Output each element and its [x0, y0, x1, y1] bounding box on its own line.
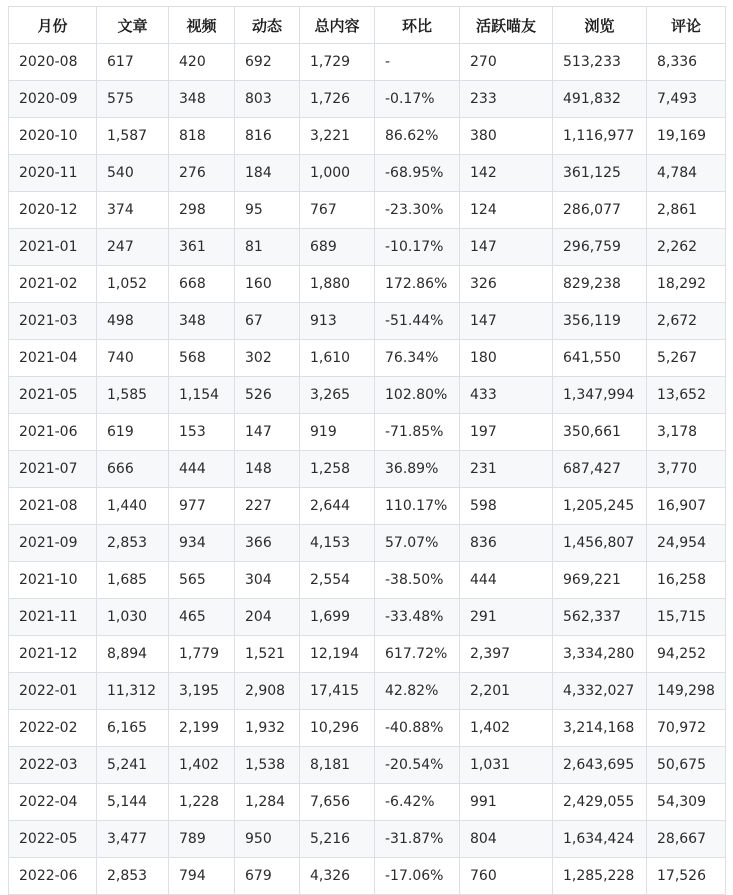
cell-videos: 818 [169, 118, 235, 155]
cell-total-content: 2,554 [300, 562, 375, 599]
cell-total-content: 5,216 [300, 821, 375, 858]
cell-month: 2021-05 [9, 377, 97, 414]
cell-month-over-month: 110.17% [375, 488, 460, 525]
cell-comments: 8,336 [647, 44, 726, 81]
cell-posts: 304 [235, 562, 300, 599]
cell-comments: 5,267 [647, 340, 726, 377]
cell-total-content: 8,181 [300, 747, 375, 784]
cell-articles: 1,685 [97, 562, 169, 599]
cell-total-content: 3,221 [300, 118, 375, 155]
cell-month: 2020-11 [9, 155, 97, 192]
cell-comments: 17,526 [647, 858, 726, 895]
cell-month-over-month: -31.87% [375, 821, 460, 858]
table-row [9, 784, 726, 821]
cell-month: 2022-02 [9, 710, 97, 747]
cell-posts: 1,284 [235, 784, 300, 821]
cell-total-content: 7,656 [300, 784, 375, 821]
cell-videos: 444 [169, 451, 235, 488]
cell-total-content: 1,699 [300, 599, 375, 636]
header-total-content: 总内容 [300, 7, 375, 44]
cell-comments: 16,258 [647, 562, 726, 599]
cell-month: 2021-11 [9, 599, 97, 636]
cell-posts: 950 [235, 821, 300, 858]
table-row [9, 229, 726, 266]
cell-month-over-month: - [375, 44, 460, 81]
cell-month: 2021-03 [9, 303, 97, 340]
cell-articles: 374 [97, 192, 169, 229]
cell-posts: 147 [235, 414, 300, 451]
cell-month-over-month: -71.85% [375, 414, 460, 451]
cell-posts: 302 [235, 340, 300, 377]
cell-articles: 1,440 [97, 488, 169, 525]
cell-comments: 149,298 [647, 673, 726, 710]
cell-videos: 668 [169, 266, 235, 303]
cell-videos: 2,199 [169, 710, 235, 747]
cell-month: 2022-05 [9, 821, 97, 858]
cell-month: 2022-04 [9, 784, 97, 821]
cell-month: 2021-07 [9, 451, 97, 488]
cell-videos: 3,195 [169, 673, 235, 710]
cell-videos: 977 [169, 488, 235, 525]
cell-active-users: 433 [460, 377, 553, 414]
cell-views: 356,119 [553, 303, 647, 340]
table-row [9, 414, 726, 451]
cell-comments: 3,178 [647, 414, 726, 451]
cell-month-over-month: -10.17% [375, 229, 460, 266]
header-posts: 动态 [235, 7, 300, 44]
cell-total-content: 1,726 [300, 81, 375, 118]
cell-active-users: 2,201 [460, 673, 553, 710]
cell-posts: 184 [235, 155, 300, 192]
header-articles: 文章 [97, 7, 169, 44]
cell-posts: 1,538 [235, 747, 300, 784]
cell-articles: 666 [97, 451, 169, 488]
table-row [9, 44, 726, 81]
table-row [9, 562, 726, 599]
cell-comments: 13,652 [647, 377, 726, 414]
cell-comments: 2,672 [647, 303, 726, 340]
cell-posts: 204 [235, 599, 300, 636]
cell-comments: 50,675 [647, 747, 726, 784]
cell-views: 1,456,807 [553, 525, 647, 562]
cell-articles: 617 [97, 44, 169, 81]
table-row [9, 710, 726, 747]
cell-views: 491,832 [553, 81, 647, 118]
cell-views: 641,550 [553, 340, 647, 377]
cell-articles: 6,165 [97, 710, 169, 747]
cell-total-content: 10,296 [300, 710, 375, 747]
cell-articles: 5,241 [97, 747, 169, 784]
cell-posts: 692 [235, 44, 300, 81]
cell-month-over-month: -38.50% [375, 562, 460, 599]
cell-total-content: 12,194 [300, 636, 375, 673]
header-month-over-month: 环比 [375, 7, 460, 44]
cell-month: 2020-10 [9, 118, 97, 155]
cell-active-users: 147 [460, 303, 553, 340]
cell-articles: 1,052 [97, 266, 169, 303]
cell-comments: 2,262 [647, 229, 726, 266]
cell-total-content: 17,415 [300, 673, 375, 710]
cell-active-users: 804 [460, 821, 553, 858]
cell-month-over-month: 76.34% [375, 340, 460, 377]
table-row [9, 821, 726, 858]
cell-month: 2022-03 [9, 747, 97, 784]
cell-comments: 19,169 [647, 118, 726, 155]
cell-active-users: 598 [460, 488, 553, 525]
cell-comments: 70,972 [647, 710, 726, 747]
cell-month-over-month: 36.89% [375, 451, 460, 488]
table-body [9, 44, 726, 895]
table-header [9, 7, 726, 44]
cell-views: 687,427 [553, 451, 647, 488]
cell-month-over-month: 57.07% [375, 525, 460, 562]
cell-videos: 465 [169, 599, 235, 636]
cell-month: 2021-04 [9, 340, 97, 377]
cell-posts: 2,908 [235, 673, 300, 710]
cell-month-over-month: -20.54% [375, 747, 460, 784]
cell-views: 361,125 [553, 155, 647, 192]
cell-articles: 3,477 [97, 821, 169, 858]
cell-posts: 67 [235, 303, 300, 340]
cell-month: 2022-06 [9, 858, 97, 895]
cell-posts: 1,932 [235, 710, 300, 747]
cell-posts: 95 [235, 192, 300, 229]
cell-month: 2021-02 [9, 266, 97, 303]
cell-views: 2,429,055 [553, 784, 647, 821]
table-row [9, 266, 726, 303]
cell-views: 513,233 [553, 44, 647, 81]
cell-month-over-month: -17.06% [375, 858, 460, 895]
cell-articles: 2,853 [97, 525, 169, 562]
table-row [9, 192, 726, 229]
cell-comments: 18,292 [647, 266, 726, 303]
cell-month: 2021-08 [9, 488, 97, 525]
cell-posts: 679 [235, 858, 300, 895]
table-row [9, 673, 726, 710]
cell-articles: 740 [97, 340, 169, 377]
cell-comments: 3,770 [647, 451, 726, 488]
cell-comments: 28,667 [647, 821, 726, 858]
cell-active-users: 270 [460, 44, 553, 81]
cell-videos: 568 [169, 340, 235, 377]
cell-articles: 619 [97, 414, 169, 451]
cell-total-content: 4,326 [300, 858, 375, 895]
table-row [9, 451, 726, 488]
cell-active-users: 1,031 [460, 747, 553, 784]
cell-articles: 1,587 [97, 118, 169, 155]
cell-month: 2021-10 [9, 562, 97, 599]
cell-views: 562,337 [553, 599, 647, 636]
cell-videos: 276 [169, 155, 235, 192]
cell-videos: 934 [169, 525, 235, 562]
cell-comments: 4,784 [647, 155, 726, 192]
header-month: 月份 [9, 7, 97, 44]
cell-views: 2,643,695 [553, 747, 647, 784]
cell-active-users: 180 [460, 340, 553, 377]
cell-month: 2020-12 [9, 192, 97, 229]
cell-videos: 794 [169, 858, 235, 895]
cell-active-users: 444 [460, 562, 553, 599]
cell-views: 4,332,027 [553, 673, 647, 710]
cell-articles: 540 [97, 155, 169, 192]
cell-month: 2021-12 [9, 636, 97, 673]
cell-articles: 8,894 [97, 636, 169, 673]
cell-views: 1,634,424 [553, 821, 647, 858]
cell-month-over-month: -68.95% [375, 155, 460, 192]
cell-month-over-month: 617.72% [375, 636, 460, 673]
cell-active-users: 291 [460, 599, 553, 636]
cell-total-content: 689 [300, 229, 375, 266]
cell-total-content: 1,729 [300, 44, 375, 81]
cell-videos: 1,402 [169, 747, 235, 784]
cell-articles: 498 [97, 303, 169, 340]
cell-month-over-month: -0.17% [375, 81, 460, 118]
cell-posts: 803 [235, 81, 300, 118]
cell-comments: 24,954 [647, 525, 726, 562]
cell-active-users: 147 [460, 229, 553, 266]
header-views: 浏览 [553, 7, 647, 44]
cell-videos: 1,779 [169, 636, 235, 673]
cell-active-users: 2,397 [460, 636, 553, 673]
cell-month-over-month: -51.44% [375, 303, 460, 340]
cell-articles: 247 [97, 229, 169, 266]
cell-total-content: 767 [300, 192, 375, 229]
cell-comments: 15,715 [647, 599, 726, 636]
cell-comments: 54,309 [647, 784, 726, 821]
table-row [9, 488, 726, 525]
table-row [9, 525, 726, 562]
cell-videos: 298 [169, 192, 235, 229]
cell-views: 286,077 [553, 192, 647, 229]
cell-total-content: 2,644 [300, 488, 375, 525]
cell-views: 3,334,280 [553, 636, 647, 673]
cell-active-users: 760 [460, 858, 553, 895]
table-row [9, 747, 726, 784]
table-row [9, 377, 726, 414]
cell-views: 3,214,168 [553, 710, 647, 747]
cell-active-users: 142 [460, 155, 553, 192]
cell-month-over-month: -6.42% [375, 784, 460, 821]
cell-total-content: 913 [300, 303, 375, 340]
table-row [9, 303, 726, 340]
cell-active-users: 326 [460, 266, 553, 303]
table-row [9, 599, 726, 636]
table-row [9, 81, 726, 118]
cell-comments: 7,493 [647, 81, 726, 118]
cell-articles: 575 [97, 81, 169, 118]
table-row [9, 118, 726, 155]
cell-month: 2021-01 [9, 229, 97, 266]
table-row [9, 155, 726, 192]
cell-total-content: 1,000 [300, 155, 375, 192]
cell-articles: 1,030 [97, 599, 169, 636]
cell-month-over-month: -40.88% [375, 710, 460, 747]
cell-posts: 160 [235, 266, 300, 303]
cell-month-over-month: 42.82% [375, 673, 460, 710]
cell-total-content: 1,258 [300, 451, 375, 488]
cell-active-users: 124 [460, 192, 553, 229]
cell-total-content: 1,880 [300, 266, 375, 303]
cell-total-content: 1,610 [300, 340, 375, 377]
cell-comments: 16,907 [647, 488, 726, 525]
cell-posts: 1,521 [235, 636, 300, 673]
cell-active-users: 380 [460, 118, 553, 155]
cell-videos: 1,228 [169, 784, 235, 821]
cell-views: 1,285,228 [553, 858, 647, 895]
cell-views: 350,661 [553, 414, 647, 451]
cell-posts: 148 [235, 451, 300, 488]
cell-active-users: 1,402 [460, 710, 553, 747]
cell-views: 296,759 [553, 229, 647, 266]
cell-total-content: 4,153 [300, 525, 375, 562]
cell-views: 1,347,994 [553, 377, 647, 414]
cell-month-over-month: -23.30% [375, 192, 460, 229]
cell-views: 1,205,245 [553, 488, 647, 525]
cell-videos: 420 [169, 44, 235, 81]
cell-articles: 1,585 [97, 377, 169, 414]
cell-total-content: 3,265 [300, 377, 375, 414]
table-row [9, 636, 726, 673]
cell-active-users: 231 [460, 451, 553, 488]
cell-posts: 526 [235, 377, 300, 414]
cell-videos: 153 [169, 414, 235, 451]
monthly-stats-table [8, 6, 726, 895]
cell-total-content: 919 [300, 414, 375, 451]
header-active-users: 活跃喵友 [460, 7, 553, 44]
table-row [9, 858, 726, 895]
table-row [9, 340, 726, 377]
cell-month: 2022-01 [9, 673, 97, 710]
cell-active-users: 991 [460, 784, 553, 821]
cell-videos: 348 [169, 81, 235, 118]
cell-month: 2021-09 [9, 525, 97, 562]
cell-videos: 348 [169, 303, 235, 340]
cell-month-over-month: -33.48% [375, 599, 460, 636]
cell-views: 969,221 [553, 562, 647, 599]
cell-videos: 361 [169, 229, 235, 266]
cell-posts: 816 [235, 118, 300, 155]
cell-month-over-month: 172.86% [375, 266, 460, 303]
cell-month-over-month: 102.80% [375, 377, 460, 414]
cell-articles: 11,312 [97, 673, 169, 710]
cell-month-over-month: 86.62% [375, 118, 460, 155]
cell-active-users: 197 [460, 414, 553, 451]
stats-table-container [8, 6, 726, 895]
cell-comments: 94,252 [647, 636, 726, 673]
cell-articles: 2,853 [97, 858, 169, 895]
cell-videos: 1,154 [169, 377, 235, 414]
header-comments: 评论 [647, 7, 726, 44]
cell-posts: 227 [235, 488, 300, 525]
cell-month: 2020-09 [9, 81, 97, 118]
cell-comments: 2,861 [647, 192, 726, 229]
header-videos: 视频 [169, 7, 235, 44]
header-row [9, 7, 726, 44]
cell-posts: 366 [235, 525, 300, 562]
cell-videos: 789 [169, 821, 235, 858]
cell-views: 1,116,977 [553, 118, 647, 155]
cell-active-users: 233 [460, 81, 553, 118]
cell-videos: 565 [169, 562, 235, 599]
cell-month: 2020-08 [9, 44, 97, 81]
cell-month: 2021-06 [9, 414, 97, 451]
cell-posts: 81 [235, 229, 300, 266]
cell-active-users: 836 [460, 525, 553, 562]
cell-views: 829,238 [553, 266, 647, 303]
cell-articles: 5,144 [97, 784, 169, 821]
